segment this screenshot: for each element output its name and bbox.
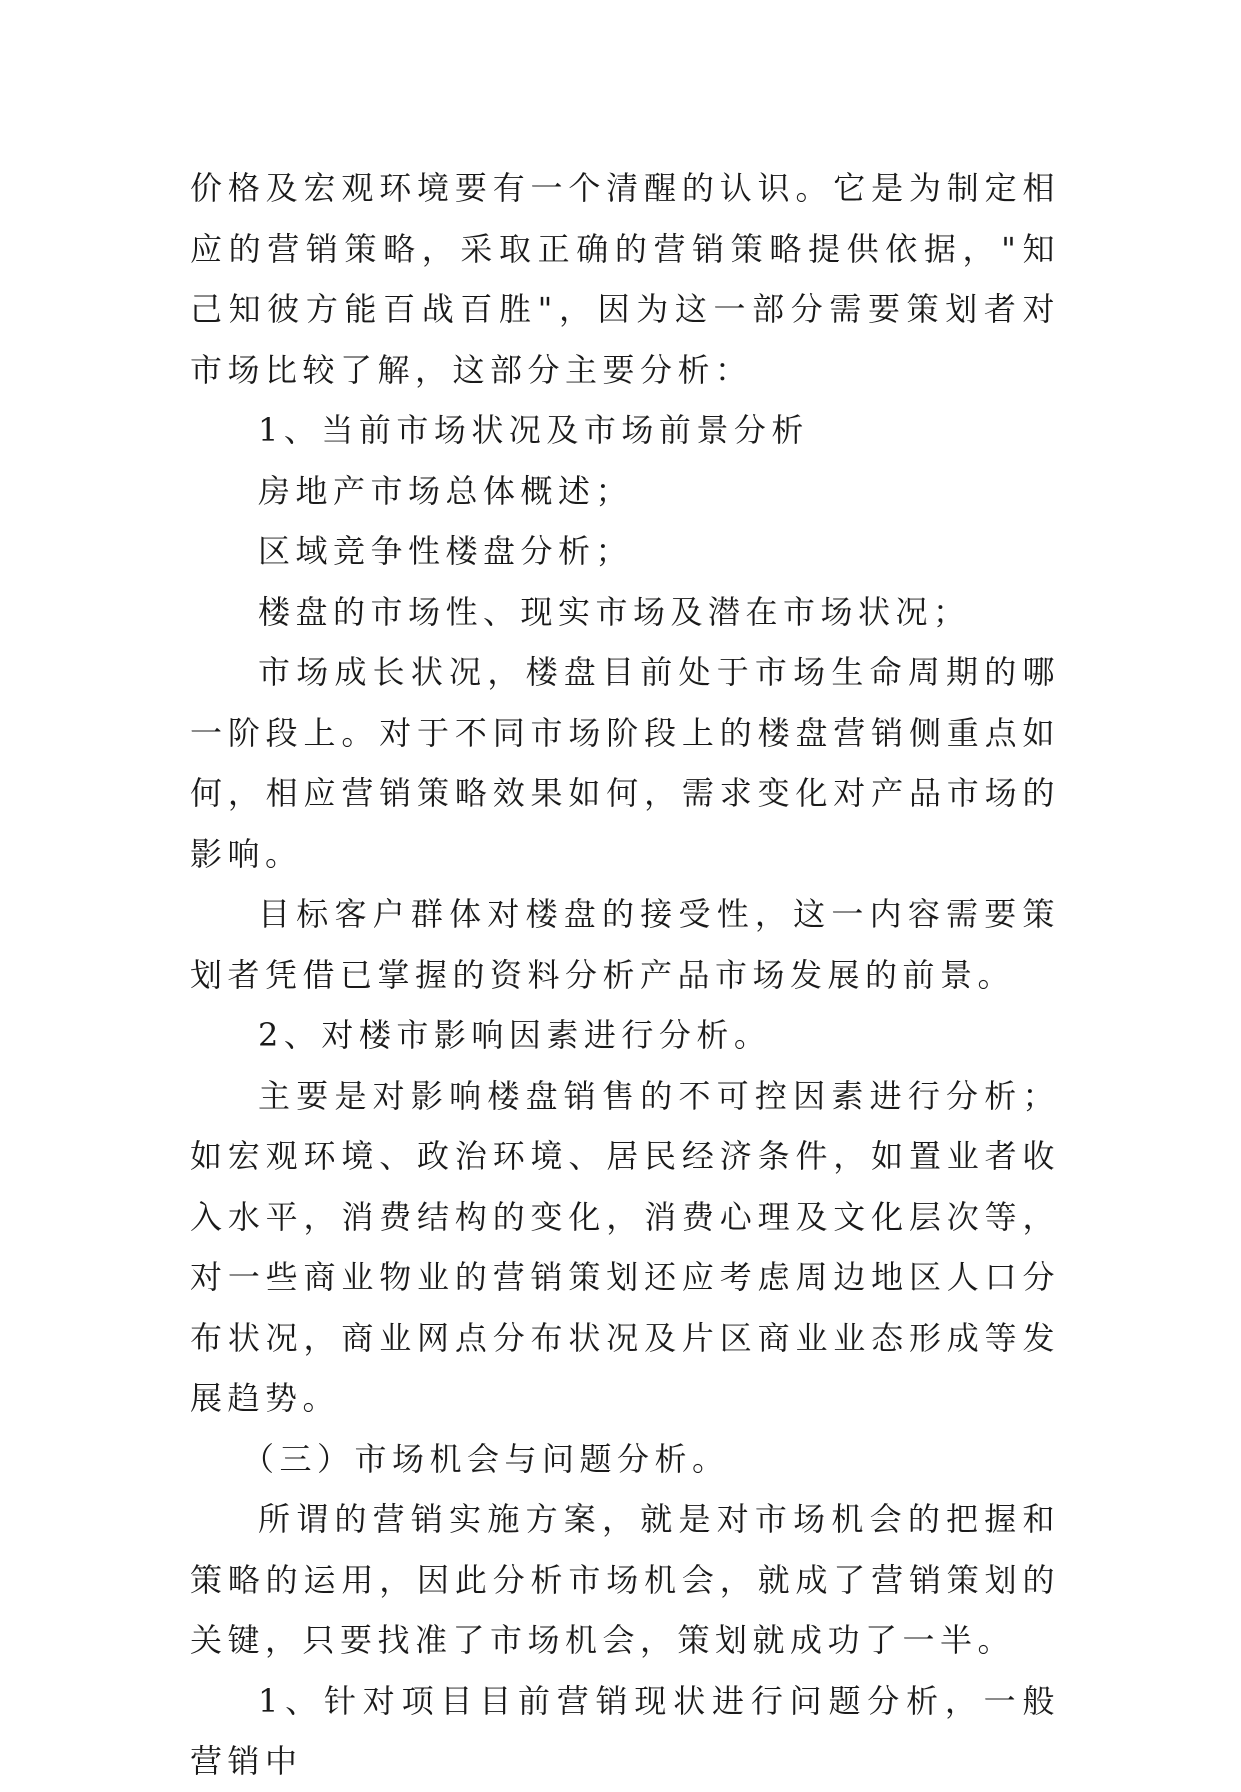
paragraph-marketing-plan: 所谓的营销实施方案，就是对市场机会的把握和策略的运用，因此分析市场机会，就成了营销策划的关键，只要找准了市场机会，策划就成功了一半。 [190, 1500, 1060, 1659]
paragraph-market-growth: 市场成长状况，楼盘目前处于市场生命周期的哪一阶段上。对于不同市场阶段上的楼盘营销侧重点如何，相应营销策略效果如何，需求变化对产品市场的影响。 [190, 653, 1060, 873]
paragraph-heading-influence-factors: 2、对楼市影响因素进行分析。 [258, 1016, 772, 1054]
paragraph-competitive-analysis: 区域竞争性楼盘分析； [258, 532, 634, 570]
paragraph-problem-analysis: 1、针对项目目前营销现状进行问题分析，一般营销中 [190, 1681, 1060, 1780]
paragraph-uncontrollable-factors: 主要是对影响楼盘销售的不可控因素进行分析；如宏观环境、政治环境、居民经济条件，如置业者收入水平，消费结构的变化，消费心理及文化层次等，对一些商业物业的营销策划还应考虑周边地区人口分布状况，商业网点分布状况及片区商业业态形成等发展趋势。 [190, 1076, 1060, 1417]
paragraph-market-status: 楼盘的市场性、现实市场及潜在市场状况； [258, 592, 971, 631]
paragraph-heading-opportunities: （三）市场机会与问题分析。 [242, 1439, 730, 1478]
document-body [190, 158, 1060, 1792]
paragraph-heading-current-market: 1、当前市场状况及市场前景分析 [258, 411, 809, 449]
paragraph-real-estate-overview: 房地产市场总体概述； [258, 471, 634, 510]
paragraph-market-analysis-intro: 价格及宏观环境要有一个清醒的认识。它是为制定相应的营销策略，采取正确的营销策略提供依据，"知己知彼方能百战百胜"，因为这一部分需要策划者对市场比较了解，这部分主要分析： [190, 169, 1060, 389]
paragraph-target-customers: 目标客户群体对楼盘的接受性，这一内容需要策划者凭借已掌握的资料分析产品市场发展的前景。 [190, 895, 1060, 994]
